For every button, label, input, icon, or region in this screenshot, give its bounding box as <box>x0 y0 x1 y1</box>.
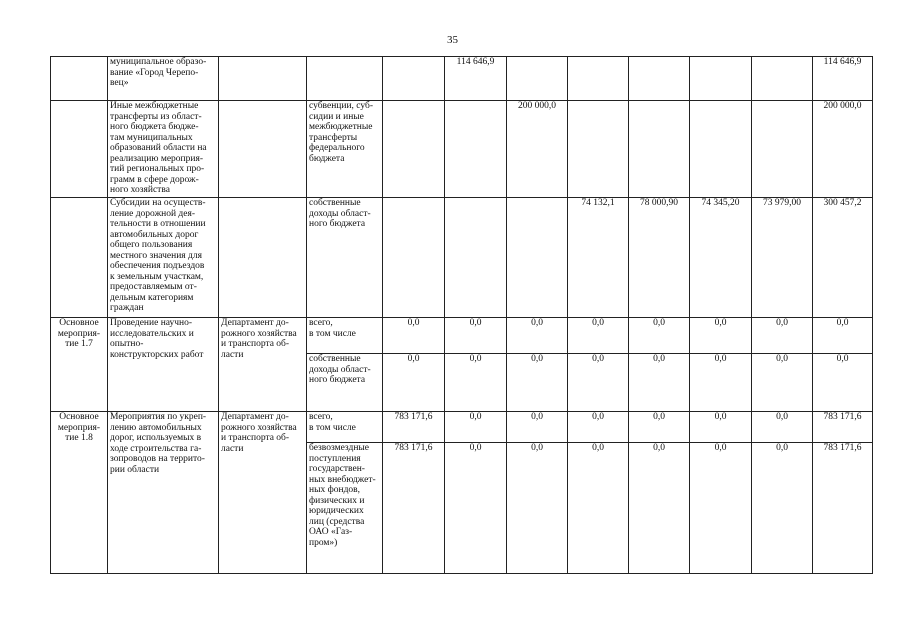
source-cell <box>307 57 383 101</box>
value-cell <box>752 57 813 101</box>
value-cell: 73 979,00 <box>752 198 813 318</box>
value-cell: 0,0 <box>507 354 568 412</box>
value-cell: 0,0 <box>629 318 690 354</box>
value-cell <box>507 198 568 318</box>
name-cell: Иные межбюджетные трансферты из област- ного бюджета бюдже- там муниципальных образований области на реализацию мероприя- тий региональных про- грамм в сфере дорож- ного хозяйства <box>108 101 219 198</box>
source-cell: субвенции, суб- сидии и иные межбюджетные трансферты федерального бюджета <box>307 101 383 198</box>
value-cell: 0,0 <box>568 354 629 412</box>
value-cell: 78 000,90 <box>629 198 690 318</box>
page-number: 35 <box>447 34 458 46</box>
value-cell: 0,0 <box>629 354 690 412</box>
value-cell: 783 171,6 <box>383 443 445 574</box>
value-cell: 0,0 <box>568 443 629 574</box>
value-cell <box>383 57 445 101</box>
value-cell: 0,0 <box>445 354 507 412</box>
code-cell: Основное мероприя- тие 1.7 <box>51 318 108 412</box>
total-cell: 114 646,9 <box>813 57 873 101</box>
executor-cell <box>219 101 307 198</box>
value-cell: 200 000,0 <box>507 101 568 198</box>
table-row <box>51 318 873 354</box>
value-cell <box>445 101 507 198</box>
value-cell <box>690 57 752 101</box>
value-cell: 0,0 <box>752 354 813 412</box>
value-cell: 0,0 <box>690 354 752 412</box>
table-body <box>51 57 873 574</box>
value-cell: 0,0 <box>507 318 568 354</box>
value-cell: 0,0 <box>629 443 690 574</box>
source-cell: всего, в том числе <box>307 412 383 443</box>
value-cell <box>690 101 752 198</box>
executor-cell: Департамент до- рожного хозяйства и транспорта об- ласти <box>219 412 307 574</box>
value-cell: 74 345,20 <box>690 198 752 318</box>
executor-cell <box>219 198 307 318</box>
value-cell <box>383 198 445 318</box>
value-cell: 0,0 <box>752 443 813 574</box>
value-cell <box>568 101 629 198</box>
source-cell: собственные доходы област- ного бюджета <box>307 198 383 318</box>
table-row <box>51 198 873 318</box>
value-cell: 0,0 <box>690 412 752 443</box>
source-cell: всего, в том числе <box>307 318 383 354</box>
value-cell <box>629 57 690 101</box>
value-cell: 0,0 <box>690 318 752 354</box>
name-cell: Проведение научно- исследовательских и опытно- конструкторских работ <box>108 318 219 412</box>
value-cell: 0,0 <box>383 354 445 412</box>
code-cell: Основное мероприя- тие 1.8 <box>51 412 108 574</box>
value-cell: 0,0 <box>507 443 568 574</box>
total-cell: 783 171,6 <box>813 443 873 574</box>
source-cell: безвозмездные поступления государствен- ных внебюджет- ных фондов, физических и юридических лиц (средства ОАО «Газ- пром») <box>307 443 383 574</box>
name-cell: муниципальное образо- вание «Город Черепо- вец» <box>108 57 219 101</box>
value-cell: 783 171,6 <box>383 412 445 443</box>
executor-cell <box>219 57 307 101</box>
total-cell: 0,0 <box>813 318 873 354</box>
value-cell: 74 132,1 <box>568 198 629 318</box>
total-cell: 200 000,0 <box>813 101 873 198</box>
code-cell <box>51 198 108 318</box>
value-cell: 0,0 <box>752 318 813 354</box>
value-cell: 0,0 <box>690 443 752 574</box>
value-cell: 0,0 <box>507 412 568 443</box>
value-cell <box>383 101 445 198</box>
table-row <box>51 101 873 198</box>
executor-cell: Департамент до- рожного хозяйства и транспорта об- ласти <box>219 318 307 412</box>
code-cell <box>51 101 108 198</box>
total-cell: 300 457,2 <box>813 198 873 318</box>
source-cell: собственные доходы област- ного бюджета <box>307 354 383 412</box>
value-cell: 0,0 <box>383 318 445 354</box>
value-cell: 0,0 <box>445 318 507 354</box>
table-row <box>51 57 873 101</box>
value-cell: 0,0 <box>752 412 813 443</box>
total-cell: 0,0 <box>813 354 873 412</box>
value-cell <box>752 101 813 198</box>
budget-table <box>50 56 873 574</box>
value-cell: 0,0 <box>445 412 507 443</box>
value-cell <box>445 198 507 318</box>
value-cell: 114 646,9 <box>445 57 507 101</box>
value-cell: 0,0 <box>568 412 629 443</box>
name-cell: Субсидии на осуществ- ление дорожной дея- тельности в отношении автомобильных дорог общего пользования местного значения для обеспечения подъездов к земельным участкам, предоставляемым от- дельным категориям граждан <box>108 198 219 318</box>
value-cell <box>629 101 690 198</box>
name-cell: Мероприятия по укреп- лению автомобильных дорог, используемых в ходе строительства га- зопроводов на террито- рии области <box>108 412 219 574</box>
value-cell: 0,0 <box>629 412 690 443</box>
value-cell: 0,0 <box>568 318 629 354</box>
table-row <box>51 412 873 443</box>
value-cell <box>568 57 629 101</box>
value-cell: 0,0 <box>445 443 507 574</box>
value-cell <box>507 57 568 101</box>
total-cell: 783 171,6 <box>813 412 873 443</box>
code-cell <box>51 57 108 101</box>
